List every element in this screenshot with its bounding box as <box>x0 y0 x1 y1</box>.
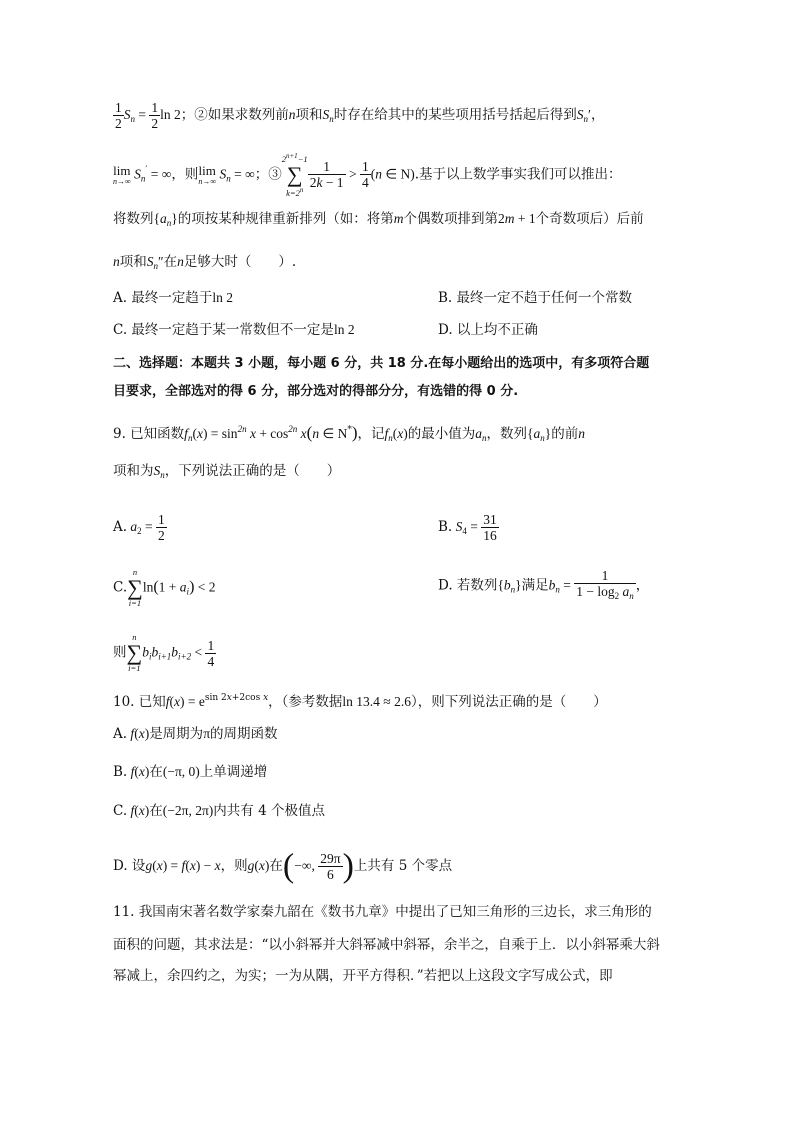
q8-option-b: B. 最终一定不趋于任何一个常数 <box>438 290 633 306</box>
q8-option-a: A. 最终一定趋于ln 2 <box>113 290 233 306</box>
q8-option-c: C. 最终一定趋于某一常数但不一定是ln 2 <box>113 322 355 338</box>
q9-option-a: A. $a_2$ = $\frac{1}{2}$ <box>113 512 165 543</box>
q9-option-d: D. 若数列$\{b_n\}$满足$b_n$ = $\frac{1}{1 - \log_2 a_n}$ ， <box>438 568 649 604</box>
q10-option-a: A. f(x)是周期为π的周期函数 <box>113 726 278 742</box>
q8-option-d: D. 以上均不正确 <box>438 322 538 338</box>
fraction-quarter: $\frac{1}{4}$ <box>207 637 215 669</box>
fraction-31-16: $\frac{31}{16}$ <box>483 512 497 543</box>
section-2-heading: 二、选择题：本题共 3 小题，每小题 6 分，共 18 分.在每小题给出的选项中，有多项符合题 <box>113 356 650 371</box>
q11-line-2: 面积的问题，其求法是：“以小斜幂并大斜幂减中斜幂，余半之，自乘于上．以小斜幂乘大斜 <box>113 937 660 953</box>
q9-stem-line-1: 9. 已知函数$f_n(x) = \sin^{2n} x + \cos^{2n} x(n$ ∈ N*)，记$f_n(x)$的最小值为$a_n$，数列$\{a_n\}$的前n <box>113 423 586 443</box>
summation-symbol: n ∑ i=1 <box>127 567 143 608</box>
q11-line-3: 幂减上，余四约之，为实；一为从隅，开平方得积．”若把以上这段文字写成公式，即 <box>113 968 613 984</box>
fraction-b-n: $\frac{1}{1 - \log_2 a_n}$ <box>576 568 634 601</box>
q8-line-1: $\frac{1}{2}$ $S_n$ = $\frac{1}{2}$ ln 2；②如果求数列前n项和$S_n$时存在给其中的某些项用括号括起后得到$S_n'$， <box>115 100 605 131</box>
summation-symbol: $2^{n+1}-1$ ∑ $k=2^n$ <box>281 152 308 198</box>
q8-line-4: n项和$S_n''$在n足够大时（ ）. <box>113 254 297 271</box>
q8-text: ；②如果求数列前 <box>180 107 289 123</box>
summation-symbol: n ∑ i=1 <box>126 632 143 673</box>
q9-stem-line-2: 项和为$S_n$，下列说法正确的是（ ） <box>113 463 341 480</box>
fraction-1-over-2k-1: $\frac{1}{2k - 1}$ <box>309 159 344 191</box>
q10-option-c: C. f(x)在(−2π, 2π)内共有 4 个极值点 <box>113 803 325 819</box>
section-2-heading-cont: 目要求，全部选对的得 6 分，部分选对的得部分分，有选错的得 0 分. <box>113 384 519 399</box>
q10-stem: 10. 已知$f(x) = e^{sin 2x+2cos x}$，（参考数据ln 13.4 ≈ 2.6），则下列说法正确的是（ ） <box>113 693 607 710</box>
fraction-half: $\frac{1}{2}$ <box>115 100 122 131</box>
q10-option-d: D. 设g(x) = f(x) − x，则g(x)在(−∞, $\frac{29\pi}{6}$ )上共有 5 个零点 <box>113 847 453 885</box>
q9-option-d-cont: 则 n ∑ i=1 $b_ib_{i+1}b_{i+2}$ < $\frac{1}{4}$ <box>113 632 215 673</box>
limit-operator: lim n→∞ <box>198 162 217 186</box>
q9-option-b: B. $S_4$ = $\frac{31}{16}$ <box>438 512 497 543</box>
q10-option-b: B. f(x)在(−π, 0)上单调递增 <box>113 764 268 780</box>
fraction-half: $\frac{1}{2}$ <box>158 512 165 543</box>
q8-line-2: lim n→∞ $S_n'$ = ∞，则 lim n→∞ $S_n$ = ∞；③ $2^{n+1}-1$ ∑ $k=2^n$ $\frac{1}{2k - 1}$ > $\frac{1}{4}$ (n ∈ N).基于以上数学事实我们可以推出： <box>113 152 622 198</box>
limit-operator: lim n→∞ <box>113 162 131 186</box>
q8-line-3: 将数列$\{a_n\}$的项按某种规律重新排列（如：将第m个偶数项排到第2m + 1个奇数项后）后前 <box>113 211 644 228</box>
fraction-half: $\frac{1}{2}$ <box>151 100 159 131</box>
fraction-29pi-6: $\frac{29\pi}{6}$ <box>320 851 341 882</box>
q11-line-1: 11. 我国南宋著名数学家秦九韶在《数书九章》中提出了已知三角形的三边长，求三角形的 <box>113 904 652 920</box>
q9-option-c: C. n ∑ i=1 $\ln(1 + a_i) < 2$ <box>113 567 216 608</box>
fraction-quarter: $\frac{1}{4}$ <box>361 159 369 191</box>
